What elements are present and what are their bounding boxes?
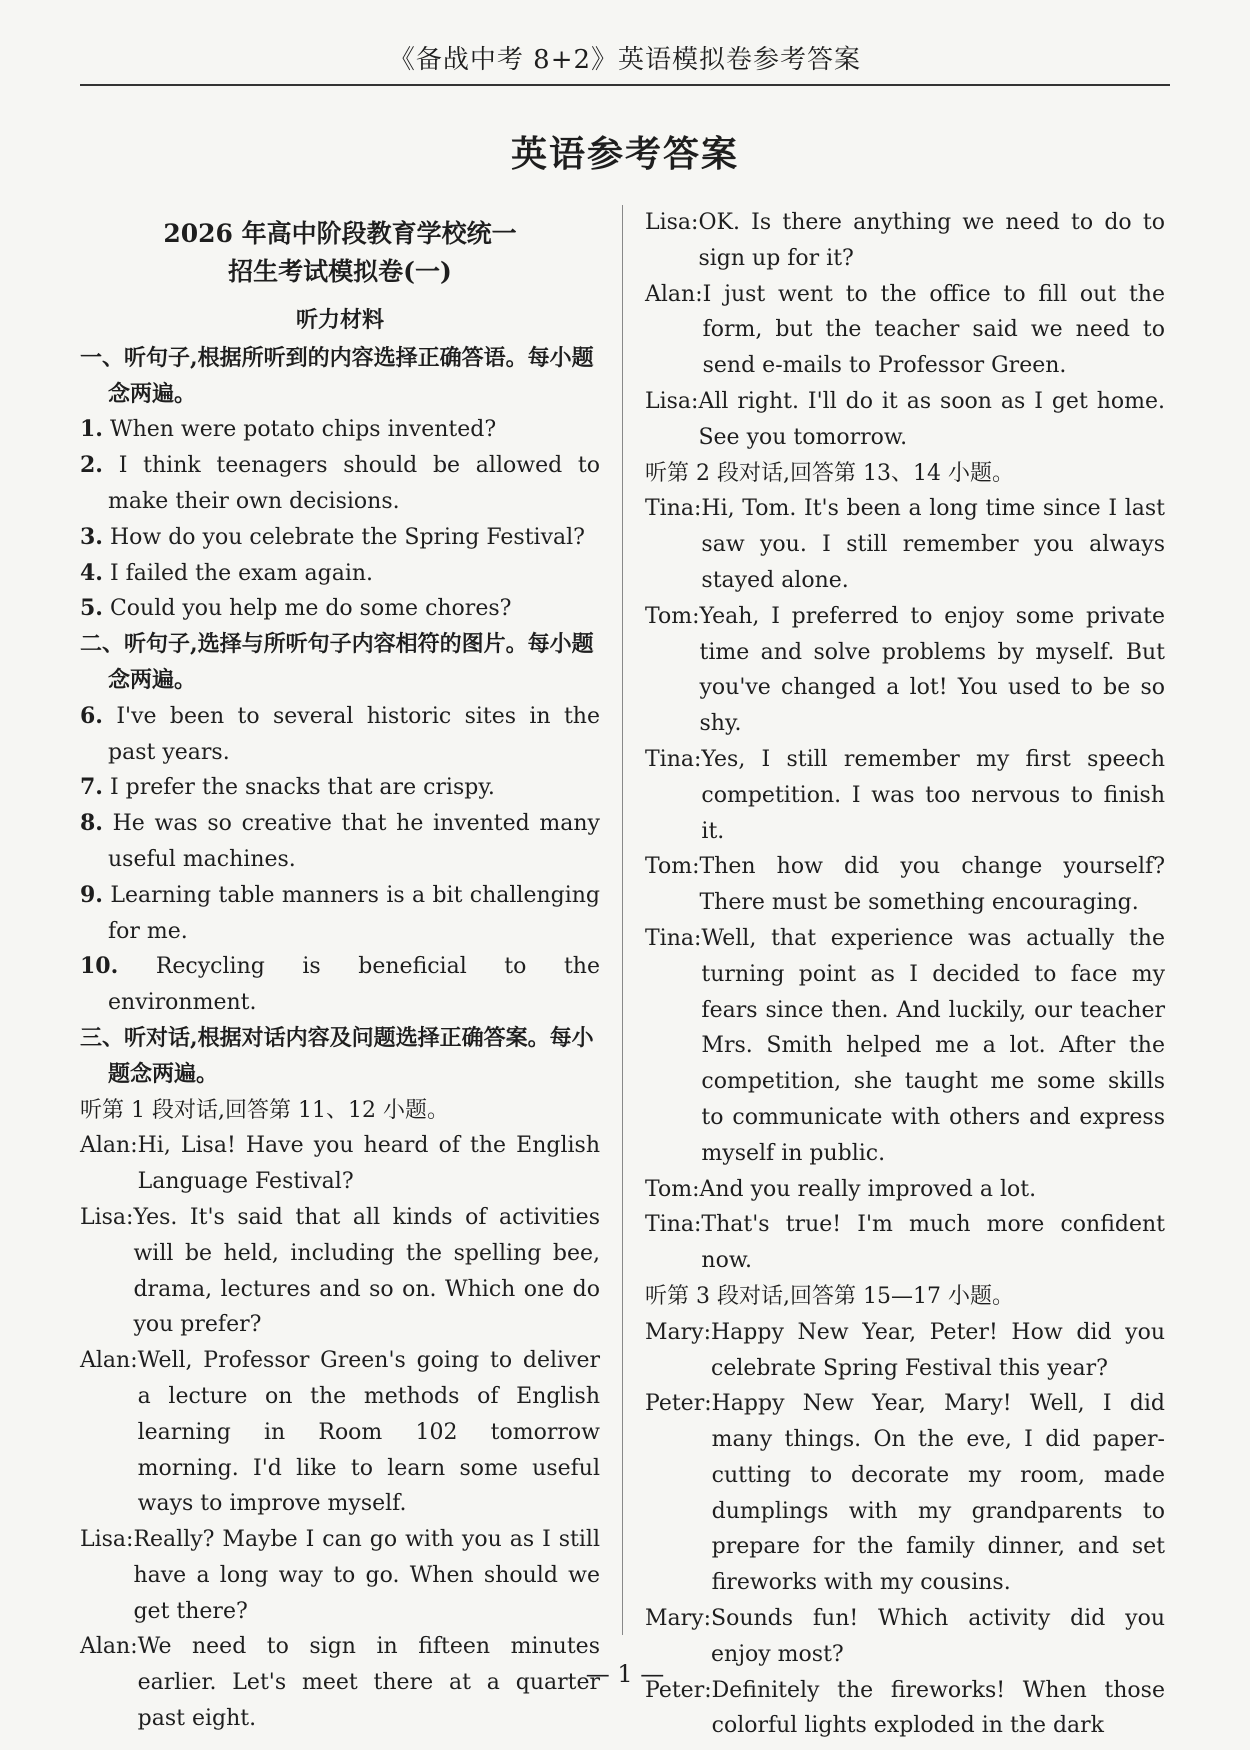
dialogue-line [645, 1315, 1165, 1387]
dialogue-line [645, 599, 1165, 742]
dialogue-line [80, 1522, 600, 1629]
speaker-label: Tom: [645, 854, 700, 880]
question-item: 3. How do you celebrate the Spring Festival? [80, 523, 585, 550]
dialogue-text: Yes. It's said that all kinds of activities will be held, including the spelling bee, drama, lectures and so on. Which one do you prefer? [133, 1204, 600, 1338]
speaker-label: Mary: [645, 1606, 711, 1632]
section-1-heading: 一、听句子,根据所听到的内容选择正确答语。每小题念两遍。 [80, 344, 594, 407]
speaker-label: Lisa: [645, 388, 699, 414]
dialogue-line [645, 849, 1165, 921]
page-title: 英语参考答案 [510, 133, 739, 175]
dialogue-text: Yeah, I preferred to enjoy some private time and solve problems by myself. But you've changed a lot! You used to be so shy. [699, 603, 1165, 737]
dialogue-text: Well, that experience was actually the turning point as I decided to face my fears since then. And luckily, our teacher Mrs. Smith helped me a lot. After the competition, she taught me some skills to communicate with others and express myself in public. [701, 925, 1165, 1166]
dialogue-line [80, 1343, 600, 1522]
question-item: 10. Recycling is beneficial to the environment. [80, 953, 600, 1016]
speaker-label: Tom: [645, 603, 700, 629]
dialogue-text: Then how did you change yourself? There must be something encouraging. [699, 854, 1165, 916]
speaker-label: Alan: [80, 1348, 138, 1374]
dialogue-text: And you really improved a lot. [699, 1176, 1037, 1202]
listening-heading: 听力材料 [295, 307, 384, 333]
speaker-label: Lisa: [80, 1527, 134, 1553]
dialogue-text: We need to sign in fifteen minutes earlier. Let's meet there at a quarter past eight. [137, 1634, 600, 1732]
dialogue-text: All right. I'll do it as soon as I get home. See you tomorrow. [698, 388, 1165, 450]
dialogue-text: Happy New Year, Peter! How did you celebrate Spring Festival this year? [711, 1319, 1165, 1381]
column-divider [622, 205, 623, 1635]
dialogue-text: I just went to the office to fill out the form, but the teacher said we need to send e-mails to Professor Green. [702, 281, 1165, 379]
dialogue-line [80, 1128, 600, 1200]
speaker-label: Alan: [80, 1133, 138, 1159]
exam-title-line-1: 2026 年高中阶段教育学校统一 [163, 219, 517, 248]
dialogue-text: That's true! I'm much more confident now. [701, 1212, 1165, 1274]
dialogue-line [645, 1172, 1165, 1208]
speaker-label: Mary: [645, 1319, 711, 1345]
right-column [645, 205, 1165, 1744]
dialogue-text: Definitely the fireworks! When those colorful lights exploded in the dark [711, 1677, 1165, 1739]
dialogue-2-instruction: 听第 2 段对话,回答第 13、14 小题。 [645, 460, 1014, 486]
dialogue-3-instruction: 听第 3 段对话,回答第 15—17 小题。 [645, 1283, 1014, 1309]
dialogue-line [645, 742, 1165, 849]
speaker-label: Peter: [645, 1391, 712, 1417]
speaker-label: Tina: [645, 1212, 702, 1238]
dialogue-text: Sounds fun! Which activity did you enjoy most? [711, 1606, 1165, 1667]
speaker-label: Lisa: [80, 1204, 134, 1230]
running-header: 《备战中考 8+2》英语模拟卷参考答案 [80, 40, 1170, 86]
dialogue-text: Hi, Tom. It's been a long time since I last saw you. I still remember you always stayed alone. [701, 496, 1165, 593]
dialogue-text: OK. Is there anything we need to do to sign up for it? [698, 210, 1165, 271]
speaker-label: Tina: [645, 925, 702, 951]
speaker-label: Tom: [645, 1176, 700, 1202]
dialogue-text: Happy New Year, Mary! Well, I did many things. On the eve, I did paper-cutting to decorate my room, made dumplings with my grandparents to prepare for the family dinner, and set fireworks with my cousins. [711, 1391, 1165, 1596]
question-item: 6. I've been to several historic sites in the past years. [80, 702, 600, 765]
question-item: 8. He was so creative that he invented many useful machines. [80, 810, 600, 872]
dialogue-line [80, 1200, 600, 1343]
dialogue-text: Hi, Lisa! Have you heard of the English Language Festival? [137, 1133, 600, 1195]
question-item: 7. I prefer the snacks that are crispy. [80, 774, 495, 801]
section-2-heading: 二、听句子,选择与所听句子内容相符的图片。每小题念两遍。 [80, 631, 594, 693]
dialogue-line [645, 921, 1165, 1172]
question-item: 1. When were potato chips invented? [80, 416, 497, 443]
dialogue-line [645, 1386, 1165, 1601]
dialogue-line [645, 491, 1165, 598]
page-number: — 1 — [585, 1660, 665, 1688]
speaker-label: Lisa: [645, 210, 699, 235]
dialogue-line [645, 384, 1165, 456]
dialogue-1-instruction: 听第 1 段对话,回答第 11、12 小题。 [80, 1097, 449, 1123]
dialogue-text: Yes, I still remember my first speech competition. I was too nervous to finish it. [701, 746, 1165, 844]
left-column [80, 205, 600, 1737]
question-item: 4. I failed the exam again. [80, 559, 374, 586]
exam-title-line-2: 招生考试模拟卷(一) [228, 257, 452, 286]
speaker-label: Tina: [645, 746, 702, 772]
question-item: 9. Learning table manners is a bit challenging for me. [80, 881, 600, 944]
section-3-heading: 三、听对话,根据对话内容及问题选择正确答案。每小题念两遍。 [80, 1024, 594, 1087]
question-item: 5. Could you help me do some chores? [80, 595, 512, 622]
dialogue-text: Well, Professor Green's going to deliver a lecture on the methods of English learning in Room 102 tomorrow morning. I'd like to learn some useful ways to improve myself. [137, 1348, 600, 1517]
speaker-label: Tina: [645, 496, 702, 522]
dialogue-line [645, 1207, 1165, 1279]
exam-title [80, 215, 600, 291]
dialogue-text: Really? Maybe I can go with you as I still have a long way to go. When should we get there? [133, 1527, 600, 1624]
dialogue-line [645, 277, 1165, 384]
dialogue-line [645, 205, 1165, 277]
question-item: 2. I think teenagers should be allowed to make their own decisions. [80, 452, 600, 514]
speaker-label: Alan: [645, 281, 703, 307]
speaker-label: Peter: [645, 1677, 712, 1703]
speaker-label: Alan: [80, 1634, 138, 1660]
